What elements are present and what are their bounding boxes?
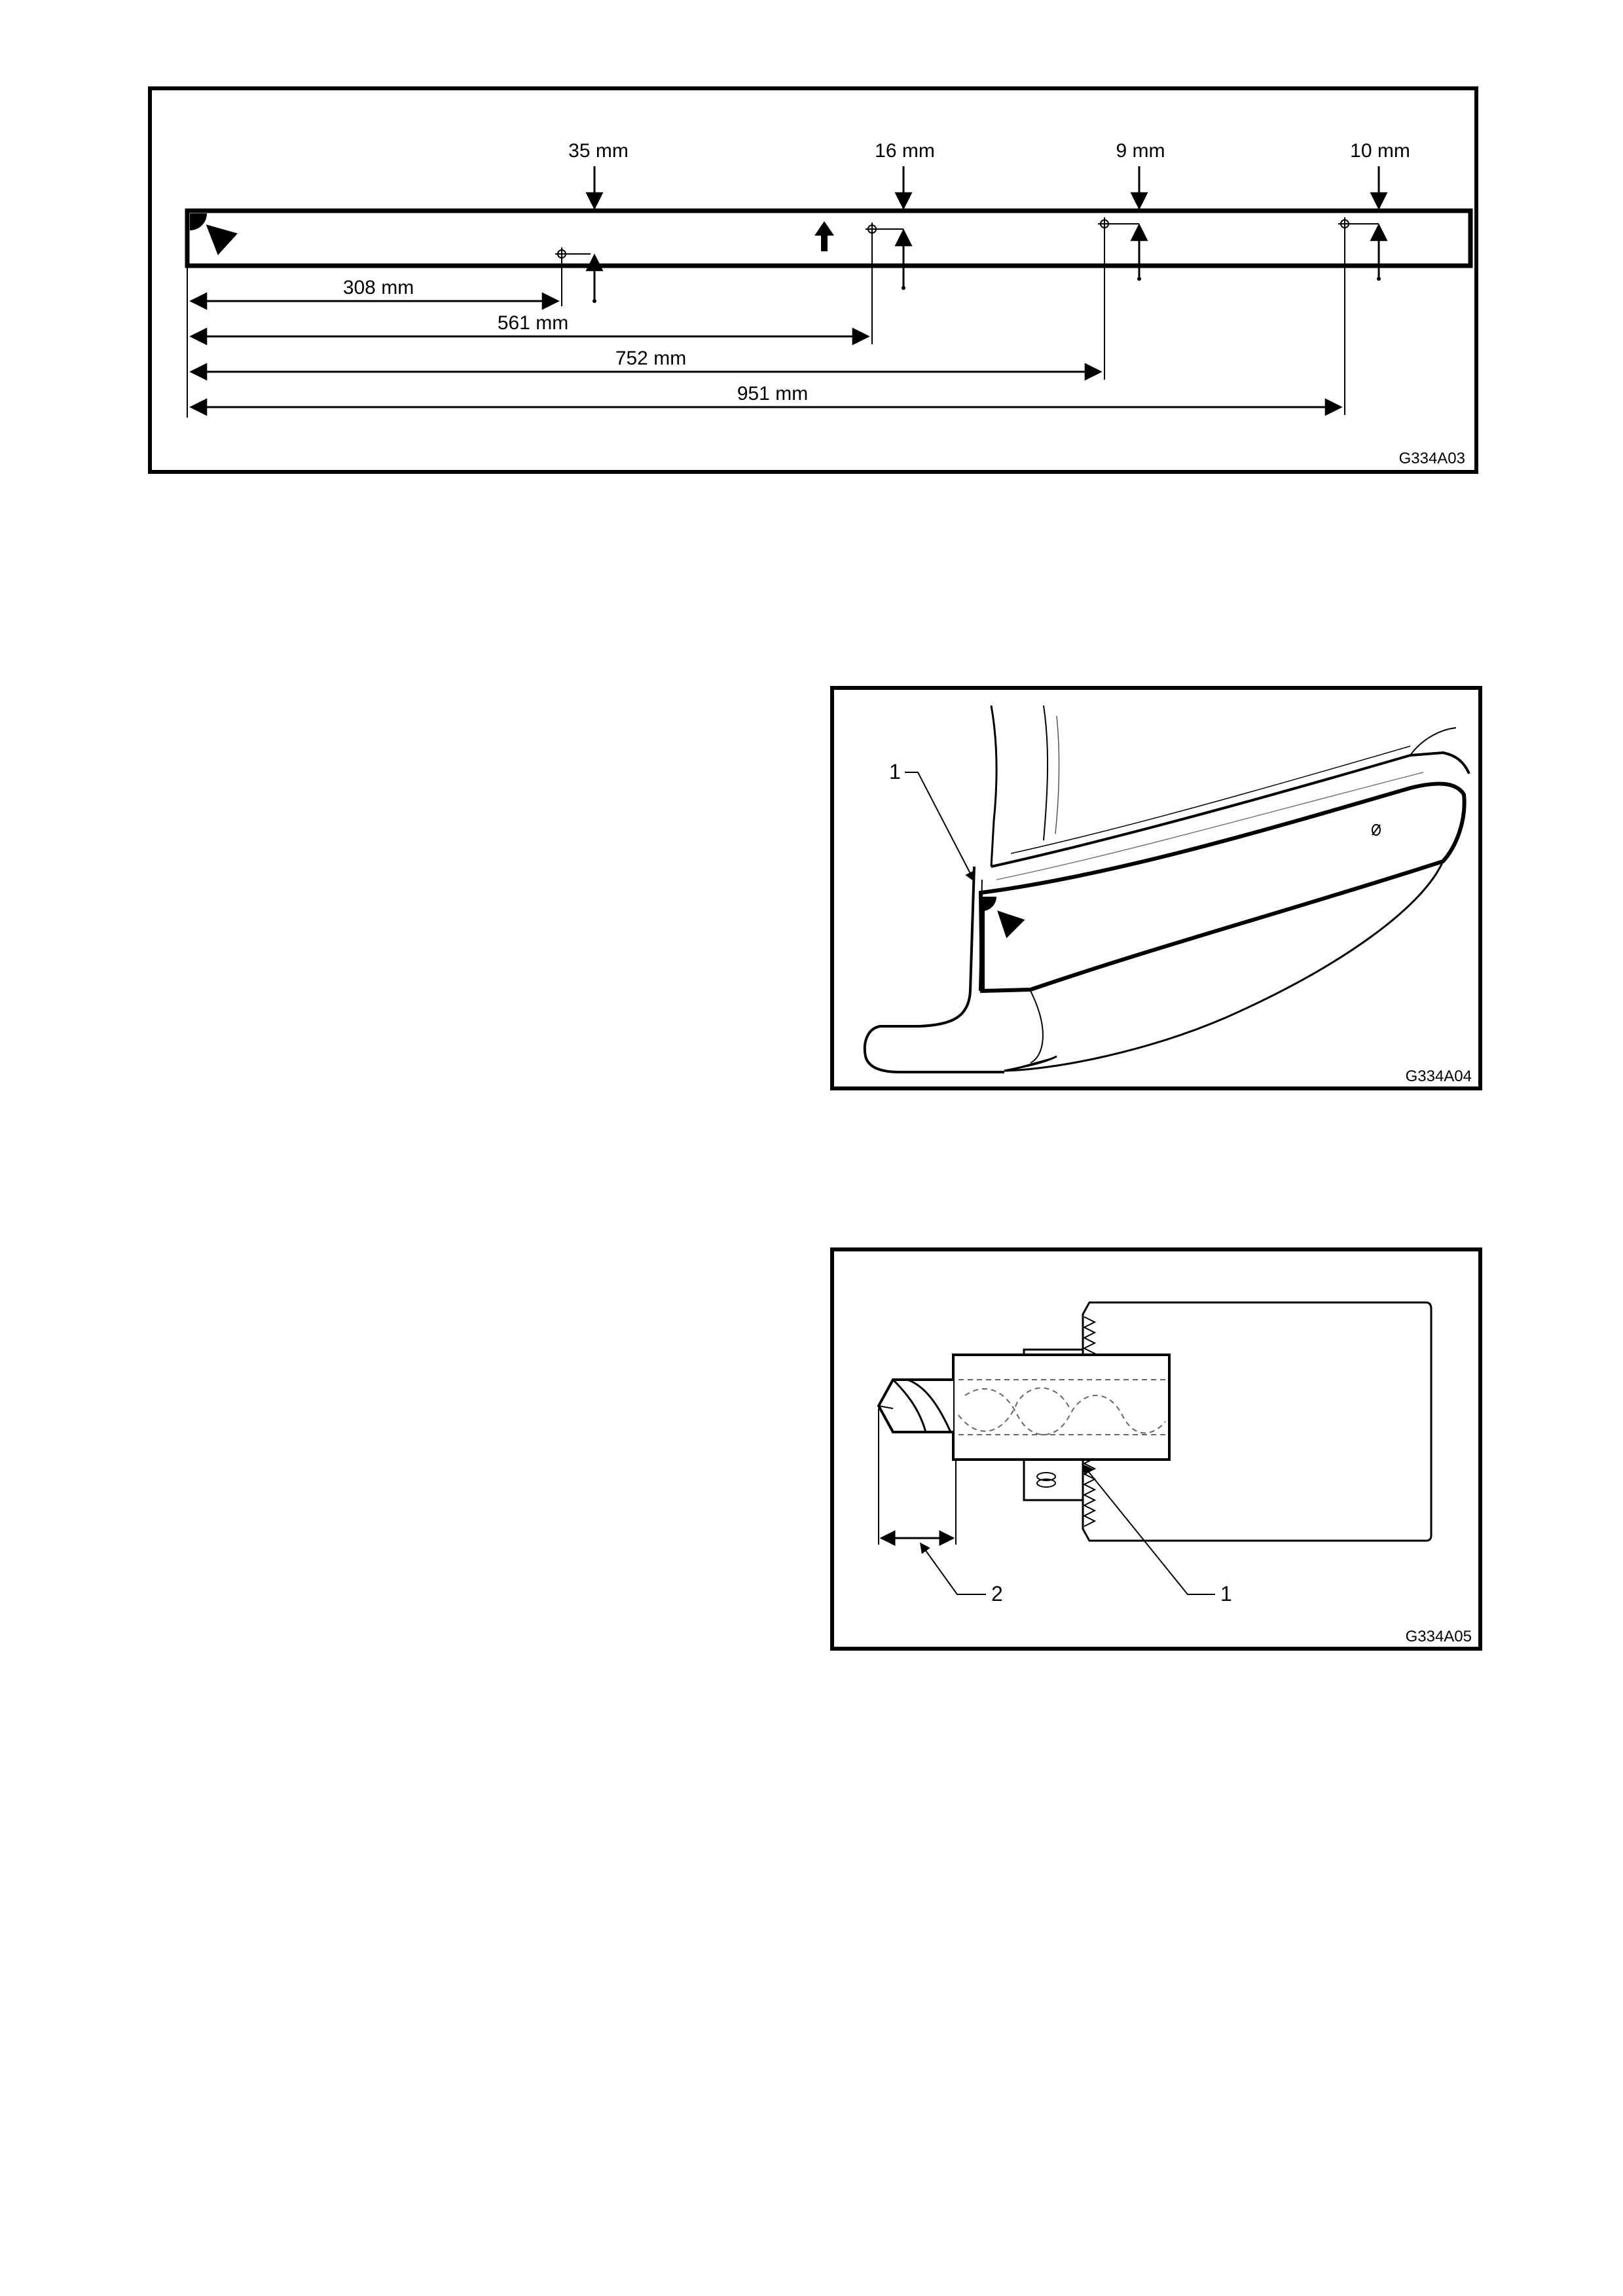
figure-code: G334A05 [1405,1628,1472,1645]
bumper-trim-strip [981,783,1465,991]
figure-trim-strip-hole-positions [148,86,1478,474]
trim-strip [187,211,1470,266]
figure-drill-stop-collar [830,1247,1482,1651]
stop-collar [953,1355,1169,1460]
dim-label-308: 308 mm [342,277,414,298]
strip-diagram [152,90,1482,478]
figure-code: G334A04 [1405,1067,1472,1085]
drill-drawing [834,1251,1486,1655]
body-panel [991,706,996,867]
callout-1: 1 [1220,1582,1232,1605]
figure-code: G334A03 [1398,450,1465,467]
callout-2-leader [921,1543,986,1594]
drill-bit-tip [879,1380,953,1432]
offset-label-35: 35 mm [568,140,629,162]
offset-label-10: 10 mm [1350,140,1410,162]
figure-bumper-corner [830,686,1482,1090]
offset-label-16: 16 mm [875,140,935,162]
bumper-drawing [834,690,1486,1094]
callout-1: 1 [889,760,901,783]
dim-label-951: 951 mm [737,383,809,404]
offset-label-9: 9 mm [1116,140,1165,162]
dim-label-752: 752 mm [615,348,687,369]
callout-2: 2 [991,1582,1003,1605]
dim-label-561: 561 mm [497,312,569,334]
callout-1-leader [905,772,974,881]
